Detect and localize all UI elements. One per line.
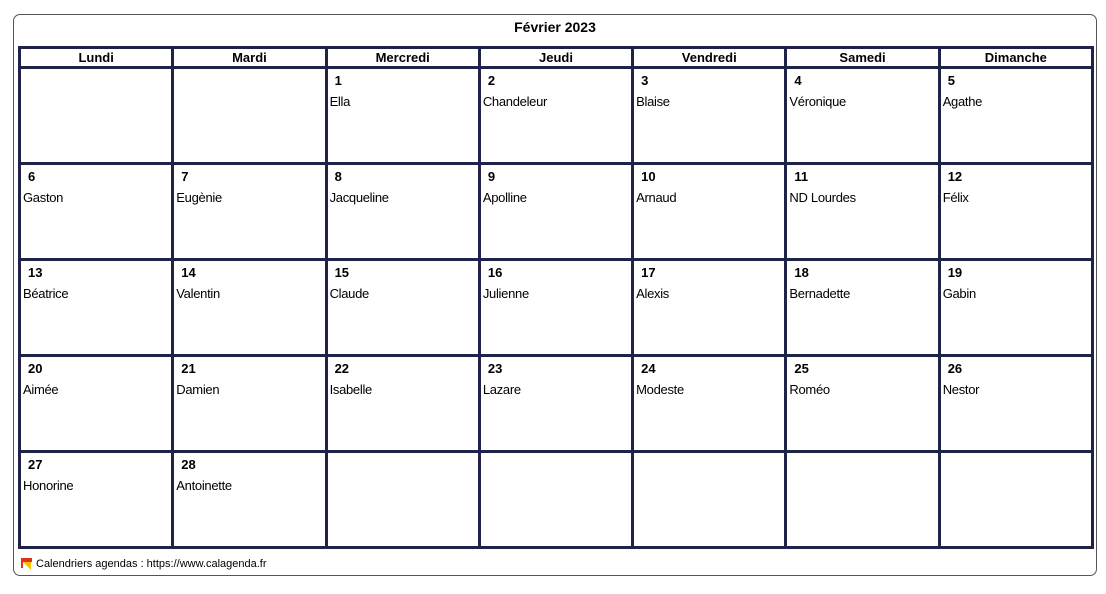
saint-name: Véronique [789, 94, 846, 109]
saint-name: Gaston [23, 190, 64, 205]
day-number [641, 457, 784, 473]
day-number: 14 [181, 265, 196, 280]
day-number: 4 [794, 73, 802, 88]
saint-name: Valentin [176, 286, 220, 301]
day-number: 22 [334, 361, 350, 376]
saint-name: Blaise [636, 94, 670, 109]
day-cell[interactable] [786, 68, 939, 164]
saint-name: Béatrice [23, 286, 69, 301]
day-number: 11 [794, 169, 809, 184]
day-cell[interactable] [633, 164, 786, 260]
day-number: 24 [641, 361, 656, 376]
calendar-grid [18, 46, 1094, 549]
day-number: 12 [947, 169, 963, 184]
saint-name: Chandeleur [482, 94, 548, 109]
weekday-header: Dimanche [939, 48, 1092, 68]
day-cell[interactable] [939, 260, 1092, 356]
day-cell[interactable] [479, 260, 632, 356]
day-cell[interactable] [786, 452, 939, 548]
week-row [20, 164, 1093, 260]
saint-name: Apolline [482, 190, 527, 205]
saint-name: Félix [942, 190, 969, 205]
day-cell[interactable] [939, 356, 1092, 452]
day-cell[interactable] [20, 260, 173, 356]
weekday-header: Samedi [786, 48, 939, 68]
day-cell[interactable] [326, 164, 479, 260]
day-cell[interactable] [633, 356, 786, 452]
weekday-header: Jeudi [479, 48, 632, 68]
day-number: 6 [28, 169, 36, 184]
weekday-header: Vendredi [633, 48, 786, 68]
day-number: 27 [28, 457, 43, 472]
saint-name: Alexis [636, 286, 670, 301]
day-number [28, 73, 171, 89]
saint-name: Ella [329, 94, 351, 109]
saint-name: Honorine [23, 478, 74, 493]
day-cell[interactable] [20, 356, 173, 452]
day-cell[interactable] [633, 68, 786, 164]
day-cell[interactable] [20, 68, 173, 164]
day-cell[interactable] [173, 452, 326, 548]
day-cell[interactable] [479, 68, 632, 164]
footer [21, 557, 267, 571]
weekday-header: Mardi [173, 48, 326, 68]
day-number: 16 [487, 265, 503, 280]
day-cell[interactable] [326, 260, 479, 356]
saint-name: Bernadette [789, 286, 851, 301]
day-cell[interactable] [20, 164, 173, 260]
day-number [335, 457, 478, 473]
day-number: 18 [794, 265, 809, 280]
day-cell[interactable] [173, 164, 326, 260]
day-number: 13 [28, 265, 43, 280]
saint-name: Modeste [636, 382, 684, 397]
saint-name: Isabelle [329, 382, 372, 397]
day-cell[interactable] [326, 68, 479, 164]
day-number: 10 [641, 169, 656, 184]
saint-name: Agathe [942, 94, 983, 109]
saint-name: Claude [329, 286, 369, 301]
saint-name: Jacqueline [329, 190, 389, 205]
day-number: 20 [28, 361, 43, 376]
day-cell[interactable] [479, 452, 632, 548]
day-number: 5 [947, 73, 955, 88]
day-cell[interactable] [173, 68, 326, 164]
day-cell[interactable] [479, 356, 632, 452]
saint-name: Gabin [942, 286, 976, 301]
day-cell[interactable] [479, 164, 632, 260]
weekday-header-row [20, 48, 1093, 68]
day-cell[interactable] [786, 260, 939, 356]
day-number: 2 [487, 73, 496, 88]
day-number: 28 [181, 457, 196, 472]
day-cell[interactable] [939, 164, 1092, 260]
saint-name: Lazare [482, 382, 521, 397]
day-number: 3 [641, 73, 649, 88]
week-row [20, 260, 1093, 356]
day-cell[interactable] [20, 452, 173, 548]
page-title: Février 2023 [514, 19, 596, 35]
week-row [20, 452, 1093, 548]
saint-name: Roméo [789, 382, 830, 397]
calagenda-logo-icon [21, 558, 32, 570]
day-cell[interactable] [326, 452, 479, 548]
saint-name: Antoinette [176, 478, 232, 493]
day-number [181, 73, 324, 89]
day-number: 15 [334, 265, 350, 280]
day-cell[interactable] [786, 164, 939, 260]
day-number: 8 [334, 169, 342, 184]
day-number: 9 [487, 169, 496, 184]
day-cell[interactable] [633, 452, 786, 548]
saint-name: Nestor [942, 382, 980, 397]
weekday-header: Mercredi [326, 48, 479, 68]
day-number: 1 [334, 73, 342, 88]
day-cell[interactable] [939, 452, 1092, 548]
day-number: 7 [181, 169, 189, 184]
weekday-header: Lundi [20, 48, 173, 68]
saint-name: Aimée [23, 382, 59, 397]
day-cell[interactable] [786, 356, 939, 452]
day-number [794, 457, 937, 473]
saint-name: Damien [176, 382, 220, 397]
day-number: 25 [794, 361, 809, 376]
day-number: 26 [947, 361, 963, 376]
footer-link[interactable]: Calendriers agendas : https://www.calagenda.fr [36, 558, 267, 570]
day-number [948, 457, 1091, 473]
day-number: 17 [641, 265, 656, 280]
week-row [20, 68, 1093, 164]
day-number: 23 [487, 361, 503, 376]
day-number: 21 [181, 361, 196, 376]
week-row [20, 356, 1093, 452]
day-cell[interactable] [173, 260, 326, 356]
day-cell[interactable] [326, 356, 479, 452]
saint-name: ND Lourdes [789, 190, 856, 205]
saint-name: Eugènie [176, 190, 222, 205]
day-number: 19 [947, 265, 963, 280]
saint-name: Arnaud [636, 190, 677, 205]
day-cell[interactable] [173, 356, 326, 452]
day-cell[interactable] [633, 260, 786, 356]
day-number [488, 457, 631, 473]
day-cell[interactable] [939, 68, 1092, 164]
saint-name: Julienne [482, 286, 529, 301]
